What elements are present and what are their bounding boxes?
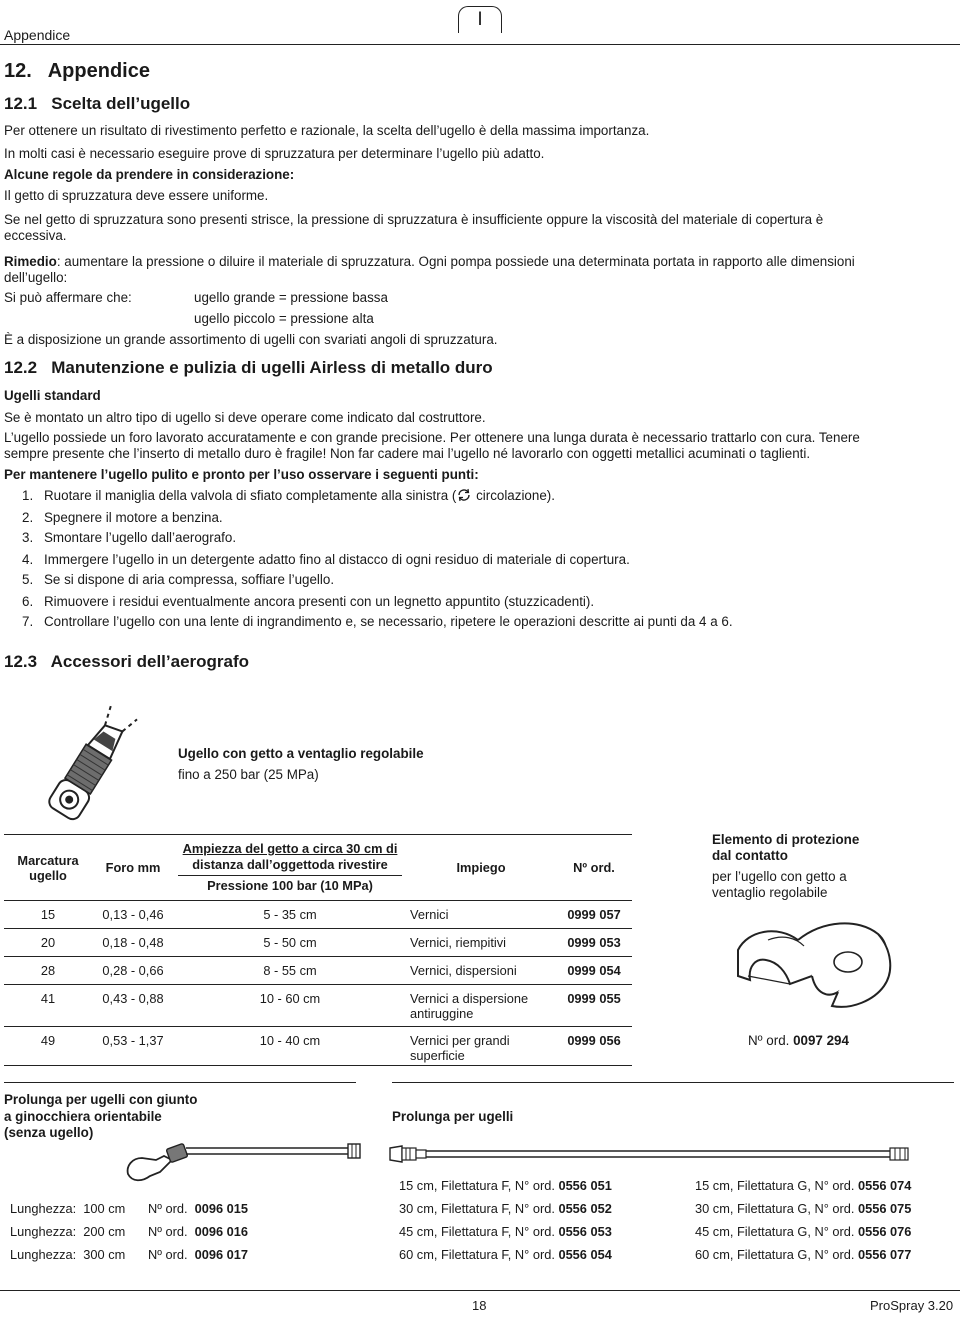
extension-g-row xyxy=(695,1224,911,1239)
para: dell’ugello: xyxy=(4,270,68,285)
order-number: 0096 015 xyxy=(194,1201,249,1216)
statement-label: Si può affermare che: xyxy=(4,290,132,305)
list-item xyxy=(22,510,223,525)
cell-marcatura: 15 xyxy=(4,901,92,929)
para: Per ottenere un risultato di rivestimento perfetto e razionale, la scelta dell’ugello è della massima importanza. xyxy=(4,123,650,138)
extension-order: 0556 051 xyxy=(558,1178,612,1193)
swivel-order xyxy=(148,1247,248,1262)
header-ampiezza-line1: Ampiezza del getto a circa 30 cm di xyxy=(182,841,398,856)
list-text: Rimuovere i residui eventualmente ancora presenti con un legnetto appuntito (stuzzicadenti). xyxy=(44,594,595,609)
length-label: Lunghezza: xyxy=(10,1247,77,1262)
language-tab: I xyxy=(458,6,502,33)
guard-order-number: 0097 294 xyxy=(793,1033,849,1048)
list-number: 1. xyxy=(22,488,34,503)
extension-f-row xyxy=(399,1247,612,1262)
cell-foro: 0,53 - 1,37 xyxy=(92,1027,174,1066)
nozzle-subtitle: fino a 250 bar (25 MPa) xyxy=(178,767,319,782)
table-row xyxy=(4,901,632,929)
product-name: ProSpray 3.20 xyxy=(870,1298,954,1313)
cell-marcatura: 20 xyxy=(4,929,92,957)
header-rule xyxy=(0,44,960,45)
swivel-title-line2: a ginocchiera orientabile xyxy=(4,1109,162,1124)
remedy-text: : aumentare la pressione o diluire il materiale di spruzzatura. Ogni pompa possiede una determinata portata in rapporto alle dimensioni xyxy=(56,254,855,269)
extension-text: 15 cm, Filettatura G, N° ord. xyxy=(695,1178,855,1193)
list-item xyxy=(22,530,236,545)
header-ampiezza-line2: distanza dall’oggettoda rivestire xyxy=(178,857,402,876)
cell-impiego: Vernici per grandi superficie xyxy=(406,1027,556,1066)
swivel-order xyxy=(148,1201,248,1216)
header-ampiezza-line3: Pressione 100 bar (10 MPa) xyxy=(207,878,373,893)
extension-order: 0556 075 xyxy=(858,1201,912,1216)
table-header-row xyxy=(4,835,632,901)
nozzle-table xyxy=(4,834,632,1066)
swivel-row xyxy=(10,1201,125,1216)
extension-f-row xyxy=(399,1224,612,1239)
table-row xyxy=(4,1027,632,1066)
para: Se è montato un altro tipo di ugello si deve operare come indicato dal costruttore. xyxy=(4,410,486,425)
extension-g-row xyxy=(695,1247,911,1262)
extension-order: 0556 054 xyxy=(558,1247,612,1262)
length-label: Lunghezza: xyxy=(10,1201,77,1216)
para: L’ugello possiede un foro lavorato accuratamente e con grande precisione. Per ottenere una lunga durata è necessario trattarlo con cura. Tenere xyxy=(4,430,860,445)
header-impiego: Impiego xyxy=(406,835,556,901)
nozzle-title: Ugello con getto a ventaglio regolabile xyxy=(178,746,424,761)
header-section-label: Appendice xyxy=(4,27,71,43)
list-number: 6. xyxy=(22,594,34,609)
cell-foro: 0,28 - 0,66 xyxy=(92,957,174,985)
para: eccessiva. xyxy=(4,228,67,243)
para: Il getto di spruzzatura deve essere uniforme. xyxy=(4,188,269,203)
list-text: Immergere l’ugello in un detergente adatto fino al distacco di ogni residuo di materiale di copertura. xyxy=(44,552,630,567)
list-number: 4. xyxy=(22,552,34,567)
adjustable-nozzle-illustration xyxy=(14,700,164,832)
guard-title-line1: Elemento di protezione xyxy=(712,832,860,847)
tip-guard-illustration xyxy=(728,910,898,1020)
equation-large: ugello grande = pressione bassa xyxy=(194,290,388,305)
cell-ampiezza: 5 - 50 cm xyxy=(174,929,406,957)
page-number: 18 xyxy=(472,1298,487,1313)
list-number: 7. xyxy=(22,614,34,629)
header-foro: Foro mm xyxy=(92,835,174,901)
guard-order-label: Nº ord. xyxy=(748,1033,790,1048)
list-item xyxy=(22,614,733,629)
cell-impiego: Vernici a dispersione antiruggine xyxy=(406,985,556,1027)
para: Se nel getto di spruzzatura sono presenti strisce, la pressione di spruzzatura è insufficiente oppure la viscosità del materiale di copertura è xyxy=(4,212,824,227)
list-text: Se si dispone di aria compressa, soffiare l’ugello. xyxy=(44,572,335,587)
section-12-2-title: 12.2 Manutenzione e pulizia di ugelli Airless di metallo duro xyxy=(4,358,493,377)
swivel-title-line3: (senza ugello) xyxy=(4,1125,94,1140)
extension-order: 0556 052 xyxy=(558,1201,612,1216)
cell-foro: 0,18 - 0,48 xyxy=(92,929,174,957)
list-number: 3. xyxy=(22,530,34,545)
footer-rule xyxy=(0,1290,960,1291)
extension-g-row xyxy=(695,1201,911,1216)
swivel-row xyxy=(10,1247,125,1262)
extension-text: 30 cm, Filettatura F, N° ord. xyxy=(399,1201,555,1216)
order-label: Nº ord. xyxy=(148,1224,188,1239)
guard-title-line2: dal contatto xyxy=(712,848,788,863)
cell-impiego: Vernici, riempitivi xyxy=(406,929,556,957)
cell-impiego: Vernici xyxy=(406,901,556,929)
extension-text: 30 cm, Filettatura G, N° ord. xyxy=(695,1201,855,1216)
list-item xyxy=(22,572,334,587)
maintenance-heading: Per mantenere l’ugello pulito e pronto per l’uso osservare i seguenti punti: xyxy=(4,467,479,482)
para: sempre presente che l’inserto di metallo duro è fragile! Non far cadere mai l’ugello né lavorarlo con oggetti metallici acuminati o taglienti. xyxy=(4,446,811,461)
list-text: Smontare l’ugello dall’aerografo. xyxy=(44,530,237,545)
extension-f-row xyxy=(399,1201,612,1216)
extension-text: 60 cm, Filettatura F, N° ord. xyxy=(399,1247,555,1262)
cell-nord: 0999 054 xyxy=(556,957,632,985)
cell-foro: 0,43 - 0,88 xyxy=(92,985,174,1027)
para: È a disposizione un grande assortimento di ugelli con svariati angoli di spruzzatura. xyxy=(4,332,498,347)
extension-order: 0556 053 xyxy=(558,1224,612,1239)
extension-text: 60 cm, Filettatura G, N° ord. xyxy=(695,1247,855,1262)
order-label: Nº ord. xyxy=(148,1247,188,1262)
list-item xyxy=(22,488,555,503)
cell-ampiezza: 5 - 35 cm xyxy=(174,901,406,929)
length-label: Lunghezza: xyxy=(10,1224,77,1239)
extension-f-row xyxy=(399,1178,612,1193)
extension-text: 45 cm, Filettatura F, N° ord. xyxy=(399,1224,555,1239)
equation-small: ugello piccolo = pressione alta xyxy=(194,311,374,326)
extension-text: 15 cm, Filettatura F, N° ord. xyxy=(399,1178,555,1193)
cell-marcatura: 28 xyxy=(4,957,92,985)
rules-heading: Alcune regole da prendere in considerazione: xyxy=(4,167,295,182)
list-text: Ruotare il maniglia della valvola di sfiato completamente alla sinistra ( xyxy=(44,488,457,503)
list-number: 5. xyxy=(22,572,34,587)
extension-order: 0556 077 xyxy=(858,1247,912,1262)
para: In molti casi è necessario eseguire prove di spruzzatura per determinare l’ugello più adatto. xyxy=(4,146,545,161)
order-number: 0096 017 xyxy=(194,1247,249,1262)
remedy-para xyxy=(4,254,855,270)
length-value: 300 cm xyxy=(83,1247,126,1262)
table-row xyxy=(4,929,632,957)
guard-subtitle-line2: ventaglio regolabile xyxy=(712,885,828,900)
table-row xyxy=(4,957,632,985)
cell-marcatura: 49 xyxy=(4,1027,92,1066)
list-text-after: circolazione). xyxy=(472,488,555,503)
guard-order xyxy=(748,1033,849,1048)
extension-order: 0556 076 xyxy=(858,1224,912,1239)
section-12-1-title: 12.1 Scelta dell’ugello xyxy=(4,94,191,113)
cell-ampiezza: 10 - 60 cm xyxy=(174,985,406,1027)
guard-subtitle-line1: per l’ugello con getto a xyxy=(712,869,847,884)
list-text: Controllare l’ugello con una lente di ingrandimento e, se necessario, ripetere le operazioni descritte ai punti da 4 a 6. xyxy=(44,614,733,629)
order-number: 0096 016 xyxy=(194,1224,249,1239)
cell-nord: 0999 056 xyxy=(556,1027,632,1066)
swivel-rule xyxy=(4,1082,356,1083)
cell-nord: 0999 057 xyxy=(556,901,632,929)
header-marcatura: Marcatura ugello xyxy=(4,835,92,901)
cell-foro: 0,13 - 0,46 xyxy=(92,901,174,929)
extension-g-row xyxy=(695,1178,911,1193)
cell-nord: 0999 053 xyxy=(556,929,632,957)
swivel-extension-illustration xyxy=(120,1130,370,1188)
swivel-title-line1: Prolunga per ugelli con giunto xyxy=(4,1092,198,1107)
order-label: Nº ord. xyxy=(148,1201,188,1216)
extension-title: Prolunga per ugelli xyxy=(392,1109,514,1124)
cell-marcatura: 41 xyxy=(4,985,92,1027)
list-number: 2. xyxy=(22,510,34,525)
standard-nozzles-heading: Ugelli standard xyxy=(4,388,101,403)
swivel-row xyxy=(10,1224,125,1239)
cell-ampiezza: 8 - 55 cm xyxy=(174,957,406,985)
section-12-3-title: 12.3 Accessori dell’aerografo xyxy=(4,652,250,671)
header-nord: Nº ord. xyxy=(556,835,632,901)
cell-nord: 0999 055 xyxy=(556,985,632,1027)
list-item xyxy=(22,552,630,567)
extension-order: 0556 074 xyxy=(858,1178,912,1193)
extension-illustration xyxy=(380,1142,940,1166)
cell-ampiezza: 10 - 40 cm xyxy=(174,1027,406,1066)
cell-impiego: Vernici, dispersioni xyxy=(406,957,556,985)
header-ampiezza xyxy=(174,835,406,901)
circulation-icon xyxy=(456,488,472,502)
length-value: 100 cm xyxy=(83,1201,126,1216)
list-item xyxy=(22,594,594,609)
list-text: Spegnere il motore a benzina. xyxy=(44,510,223,525)
extension-rule xyxy=(392,1082,954,1083)
table-row xyxy=(4,985,632,1027)
remedy-label: Rimedio xyxy=(4,254,57,269)
swivel-order xyxy=(148,1224,248,1239)
extension-text: 45 cm, Filettatura G, N° ord. xyxy=(695,1224,855,1239)
length-value: 200 cm xyxy=(83,1224,126,1239)
chapter-title: 12. Appendice xyxy=(4,60,150,82)
